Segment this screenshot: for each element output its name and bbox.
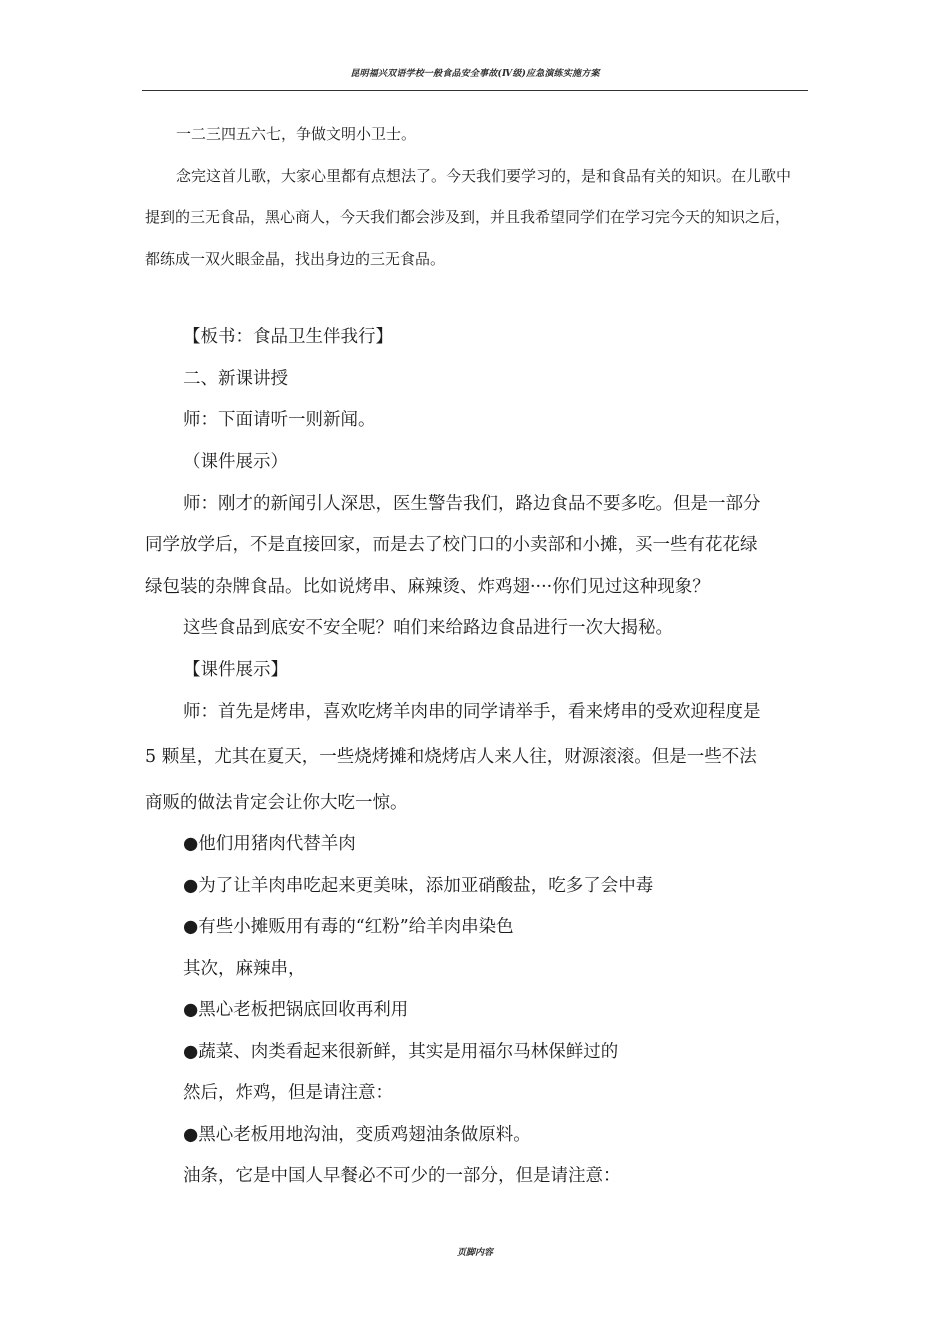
- paragraph-line: 然后，炸鸡，但是请注意：: [183, 1083, 393, 1103]
- paragraph-line: 提到的三无食品，黑心商人，今天我们都会涉及到，并且我希望同学们在学习完今天的知识之后，: [145, 208, 791, 226]
- paragraph-line: 商贩的做法肯定会让你大吃一惊。: [145, 793, 408, 813]
- paragraph-line: （课件展示）: [183, 452, 288, 472]
- bullet-item: ●他们用猪肉代替羊肉: [183, 834, 356, 854]
- bullet-item: ●有些小摊贩用有毒的“红粉”给羊肉串染色: [183, 917, 514, 937]
- paragraph-line: 同学放学后，不是直接回家，而是去了校门口的小卖部和小摊，买一些有花花绿: [145, 535, 758, 555]
- paragraph-line: 绿包装的杂牌食品。比如说烤串、麻辣烫、炸鸡翅····你们见过这种现象？: [145, 577, 710, 597]
- paragraph-line: 师：下面请听一则新闻。: [183, 410, 376, 430]
- page-footer: 页脚内容: [456, 1248, 493, 1258]
- board-title: 【板书：食品卫生伴我行】: [183, 327, 393, 347]
- paragraph-line: 一二三四五六七，争做文明小卫士。: [176, 125, 417, 143]
- paragraph-line: 其次，麻辣串，: [183, 959, 306, 979]
- running-header: 昆明福兴双语学校一般食品安全事故(Ⅳ级)应急演练实施方案: [350, 69, 600, 79]
- paragraph-line: 油条，它是中国人早餐必不可少的一部分，但是请注意：: [183, 1166, 621, 1186]
- bullet-item: ●为了让羊肉串吃起来更美味，添加亚硝酸盐，吃多了会中毒: [183, 876, 654, 896]
- paragraph-line: 这些食品到底安不安全呢？咱们来给路边食品进行一次大揭秘。: [183, 618, 673, 638]
- paragraph-line: 念完这首儿歌，大家心里都有点想法了。今天我们要学习的，是和食品有关的知识。在儿歌中: [176, 167, 792, 185]
- section-heading: 二、新课讲授: [183, 369, 288, 389]
- bullet-item: ●蔬菜、肉类看起来很新鲜，其实是用福尔马林保鲜过的: [183, 1042, 619, 1062]
- header-divider: [142, 90, 808, 91]
- paragraph-line: 师：首先是烤串，喜欢吃烤羊肉串的同学请举手，看来烤串的受欢迎程度是: [183, 702, 761, 722]
- paragraph-line: 【课件展示】: [183, 660, 288, 680]
- paragraph-line: 师：刚才的新闻引人深思，医生警告我们，路边食品不要多吃。但是一部分: [183, 494, 761, 514]
- paragraph-line: 5 颗星，尤其在夏天，一些烧烤摊和烧烤店人来人往，财源滚滚。但是一些不法: [145, 747, 757, 767]
- paragraph-line: 都练成一双火眼金晶，找出身边的三无食品。: [145, 250, 446, 268]
- bullet-item: ●黑心老板把锅底回收再利用: [183, 1000, 409, 1020]
- bullet-item: ●黑心老板用地沟油，变质鸡翅油条做原料。: [183, 1125, 531, 1145]
